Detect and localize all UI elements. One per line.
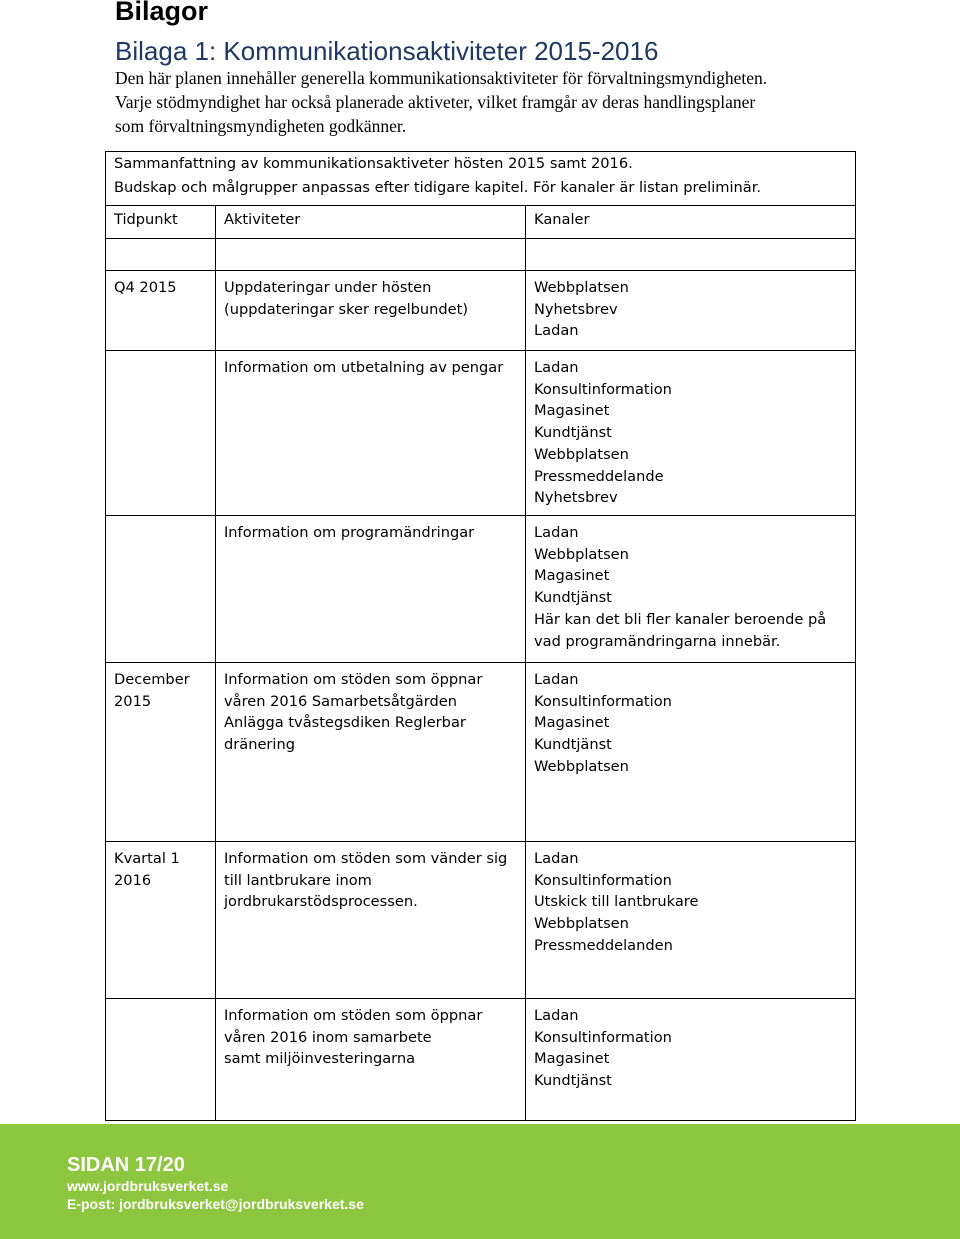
cell-line: 2016 <box>114 871 152 889</box>
channel-item: Ladan <box>534 671 579 688</box>
page-indicator <box>67 1154 185 1177</box>
channel-item: Webbplatsen <box>534 279 629 296</box>
cell-line: Information om utbetalning av pengar <box>224 359 504 376</box>
channel-item: Nyhetsbrev <box>534 300 618 318</box>
channel-item: Pressmeddelande <box>534 467 664 485</box>
time-cell <box>106 271 216 351</box>
spacer-cell <box>526 239 856 271</box>
spacer-cell <box>216 239 526 271</box>
column-header-time <box>106 206 216 239</box>
table-header-row <box>106 206 856 239</box>
table-row <box>106 999 856 1121</box>
intro-line: Varje stödmyndighet har också planerade aktiveter, vilket framgår av deras handlingsplaner <box>115 92 756 112</box>
channel-item: Ladan <box>534 524 579 541</box>
channel-item: Utskick till lantbrukare <box>534 893 699 911</box>
cell-line: Uppdateringar under hösten <box>224 279 432 296</box>
footer-email-link[interactable]: E-post: jordbruksverket@jordbruksverket.se <box>67 1196 364 1212</box>
activity-cell <box>216 842 526 999</box>
channel-item: Magasinet <box>534 402 610 420</box>
column-header-label: Tidpunkt <box>114 211 178 228</box>
channel-item: Webbplatsen <box>534 445 629 463</box>
summary-line: Budskap och målgrupper anpassas efter tidigare kapitel. För kanaler är listan preliminär. <box>114 179 762 196</box>
channels-cell <box>526 351 856 516</box>
activity-cell <box>216 999 526 1121</box>
cell-line: Q4 2015 <box>114 279 177 296</box>
channel-item: Konsultinformation <box>534 1028 672 1046</box>
channel-item: Webbplatsen <box>534 545 629 563</box>
intro-line: Den här planen innehåller generella kommunikationsaktiviteter för förvaltningsmyndigheten. <box>115 68 768 88</box>
channel-item: Kundtjänst <box>534 1072 612 1090</box>
cell-line: Information om stöden som öppnar <box>224 1007 483 1024</box>
channel-item: Konsultinformation <box>534 380 672 398</box>
channel-item: Ladan <box>534 850 579 867</box>
channel-item: Ladan <box>534 1007 579 1024</box>
activities-table <box>105 151 856 1121</box>
document-heading: Bilagor <box>115 0 209 26</box>
channel-item: Pressmeddelanden <box>534 936 673 954</box>
cell-line: Information om stöden som vänder sig <box>224 850 508 867</box>
cell-line: (uppdateringar sker regelbundet) <box>224 300 469 318</box>
page-number: 17/20 <box>134 1154 185 1176</box>
table-row <box>106 516 856 663</box>
table-row <box>106 842 856 999</box>
cell-line: våren 2016 inom samarbete <box>224 1028 432 1046</box>
intro-paragraph <box>115 66 875 138</box>
cell-line: 2015 <box>114 692 152 710</box>
column-header-activities <box>216 206 526 239</box>
cell-line: dränering <box>224 736 296 754</box>
spacer-cell <box>106 239 216 271</box>
cell-line: December <box>114 671 190 688</box>
channels-cell <box>526 842 856 999</box>
cell-line: Information om stöden som öppnar <box>224 671 483 688</box>
time-cell <box>106 999 216 1121</box>
table-row <box>106 351 856 516</box>
cell-line: Kvartal 1 <box>114 850 180 867</box>
cell-line: våren 2016 Samarbetsåtgärden <box>224 692 457 710</box>
activity-cell <box>216 351 526 516</box>
channel-item: Ladan <box>534 359 579 376</box>
time-cell <box>106 351 216 516</box>
channels-cell <box>526 271 856 351</box>
summary-line: Sammanfattning av kommunikationsaktiveter hösten 2015 samt 2016. <box>114 155 633 172</box>
cell-line: samt miljöinvesteringarna <box>224 1050 416 1068</box>
page-label: SIDAN <box>67 1154 130 1176</box>
channel-item: Magasinet <box>534 714 610 732</box>
channel-item: Nyhetsbrev <box>534 489 618 507</box>
channel-item: Webbplatsen <box>534 915 629 933</box>
channel-item: Magasinet <box>534 567 610 585</box>
cell-line: till lantbrukare inom <box>224 871 372 889</box>
activity-cell <box>216 663 526 842</box>
channel-item: Konsultinformation <box>534 871 672 889</box>
cell-line: Information om programändringar <box>224 524 475 541</box>
table-row <box>106 663 856 842</box>
channels-cell <box>526 999 856 1121</box>
cell-line: jordbrukarstödsprocessen. <box>224 893 418 911</box>
spacer-row <box>106 239 856 271</box>
column-header-channels <box>526 206 856 239</box>
time-cell <box>106 516 216 663</box>
intro-line: som förvaltningsmyndigheten godkänner. <box>115 116 407 136</box>
cell-line: Anlägga tvåstegsdiken Reglerbar <box>224 714 466 732</box>
footer-website-link[interactable]: www.jordbruksverket.se <box>67 1178 229 1194</box>
column-header-label: Kanaler <box>534 211 590 228</box>
table-row <box>106 271 856 351</box>
activity-cell <box>216 271 526 351</box>
channel-item: Kundtjänst <box>534 424 612 442</box>
channels-cell <box>526 663 856 842</box>
channels-cell <box>526 516 856 663</box>
channel-item: Här kan det bli fler kanaler beroende på <box>534 610 827 628</box>
page-footer <box>0 1124 960 1239</box>
column-header-label: Aktiviteter <box>224 211 301 228</box>
channel-item: vad programändringarna innebär. <box>534 632 781 650</box>
time-cell <box>106 842 216 999</box>
summary-cell <box>106 152 856 206</box>
time-cell <box>106 663 216 842</box>
summary-row <box>106 152 856 206</box>
channel-item: Magasinet <box>534 1050 610 1068</box>
channel-item: Konsultinformation <box>534 692 672 710</box>
activity-cell <box>216 516 526 663</box>
channel-item: Webbplatsen <box>534 757 629 775</box>
channel-item: Kundtjänst <box>534 736 612 754</box>
channel-item: Kundtjänst <box>534 589 612 607</box>
appendix-title: Bilaga 1: Kommunikationsaktiviteter 2015-2016 <box>115 36 659 66</box>
channel-item: Ladan <box>534 322 579 340</box>
